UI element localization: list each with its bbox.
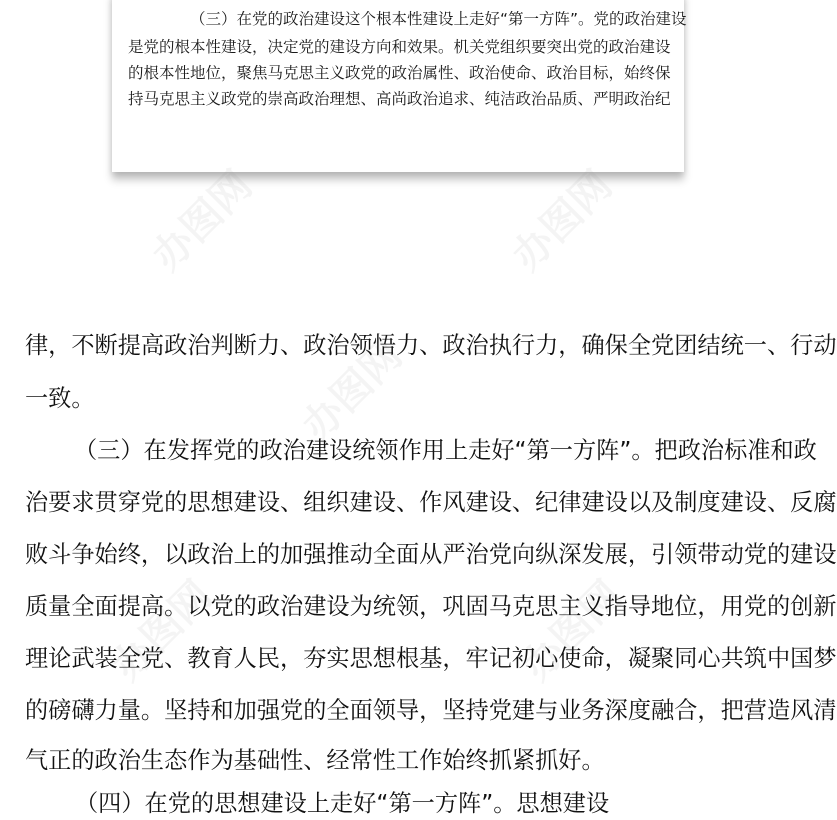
cutoff-text: （四）在党的思想建设上走好“第一方阵”。思想建设 — [75, 790, 610, 817]
body-line: 气正的政治生态作为基础性、经常性工作始终抓紧抓好。 — [25, 747, 605, 774]
body-line: 质量全面提高。以党的政治建设为统领，巩固马克思主义指导地位，用党的创新 — [25, 593, 837, 620]
body-line: 理论武装全党、教育人民，夯实思想根基，牢记初心使命，凝聚同心共筑中国梦 — [25, 645, 837, 672]
card-line: 是党的根本性建设，决定党的建设方向和效果。机关党组织要突出党的政治建设 — [128, 38, 671, 56]
cutoff-line — [75, 788, 610, 817]
watermark: 办图网 — [143, 162, 262, 280]
card-line: （三）在党的政治建设这个根本性建设上走好“第一方阵”。党的政治建设 — [190, 10, 687, 28]
body-line: 败斗争始终，以政治上的加强推动全面从严治党向纵深发展，引领带动党的建设 — [25, 541, 837, 568]
body-line: 一致。 — [25, 385, 95, 412]
watermark: 办图网 — [503, 162, 622, 280]
watermark: 办图网 — [293, 332, 412, 450]
body-line — [25, 435, 817, 467]
card-line: 持马克思主义政党的崇高政治理想、高尚政治追求、纯洁政治品质、严明政治纪 — [128, 90, 671, 108]
paragraph-start: （三）在发挥党的政治建设统领作用上走好“第一方阵”。把政治标准和政 — [74, 437, 817, 464]
body-line: 的磅礴力量。坚持和加强党的全面领导，坚持党建与业务深度融合，把营造风清 — [25, 697, 837, 724]
card-line: 的根本性地位，聚焦马克思主义政党的政治属性、政治使命、政治目标，始终保 — [128, 64, 671, 82]
body-line: 治要求贯穿党的思想建设、组织建设、作风建设、纪律建设以及制度建设、反腐 — [25, 489, 837, 516]
embedded-page-card — [112, 0, 687, 172]
watermark: 办图网 — [513, 572, 632, 690]
body-line: 律，不断提高政治判断力、政治领悟力、政治执行力，确保全党团结统一、行动 — [25, 332, 837, 359]
watermark: 办图网 — [103, 572, 222, 690]
